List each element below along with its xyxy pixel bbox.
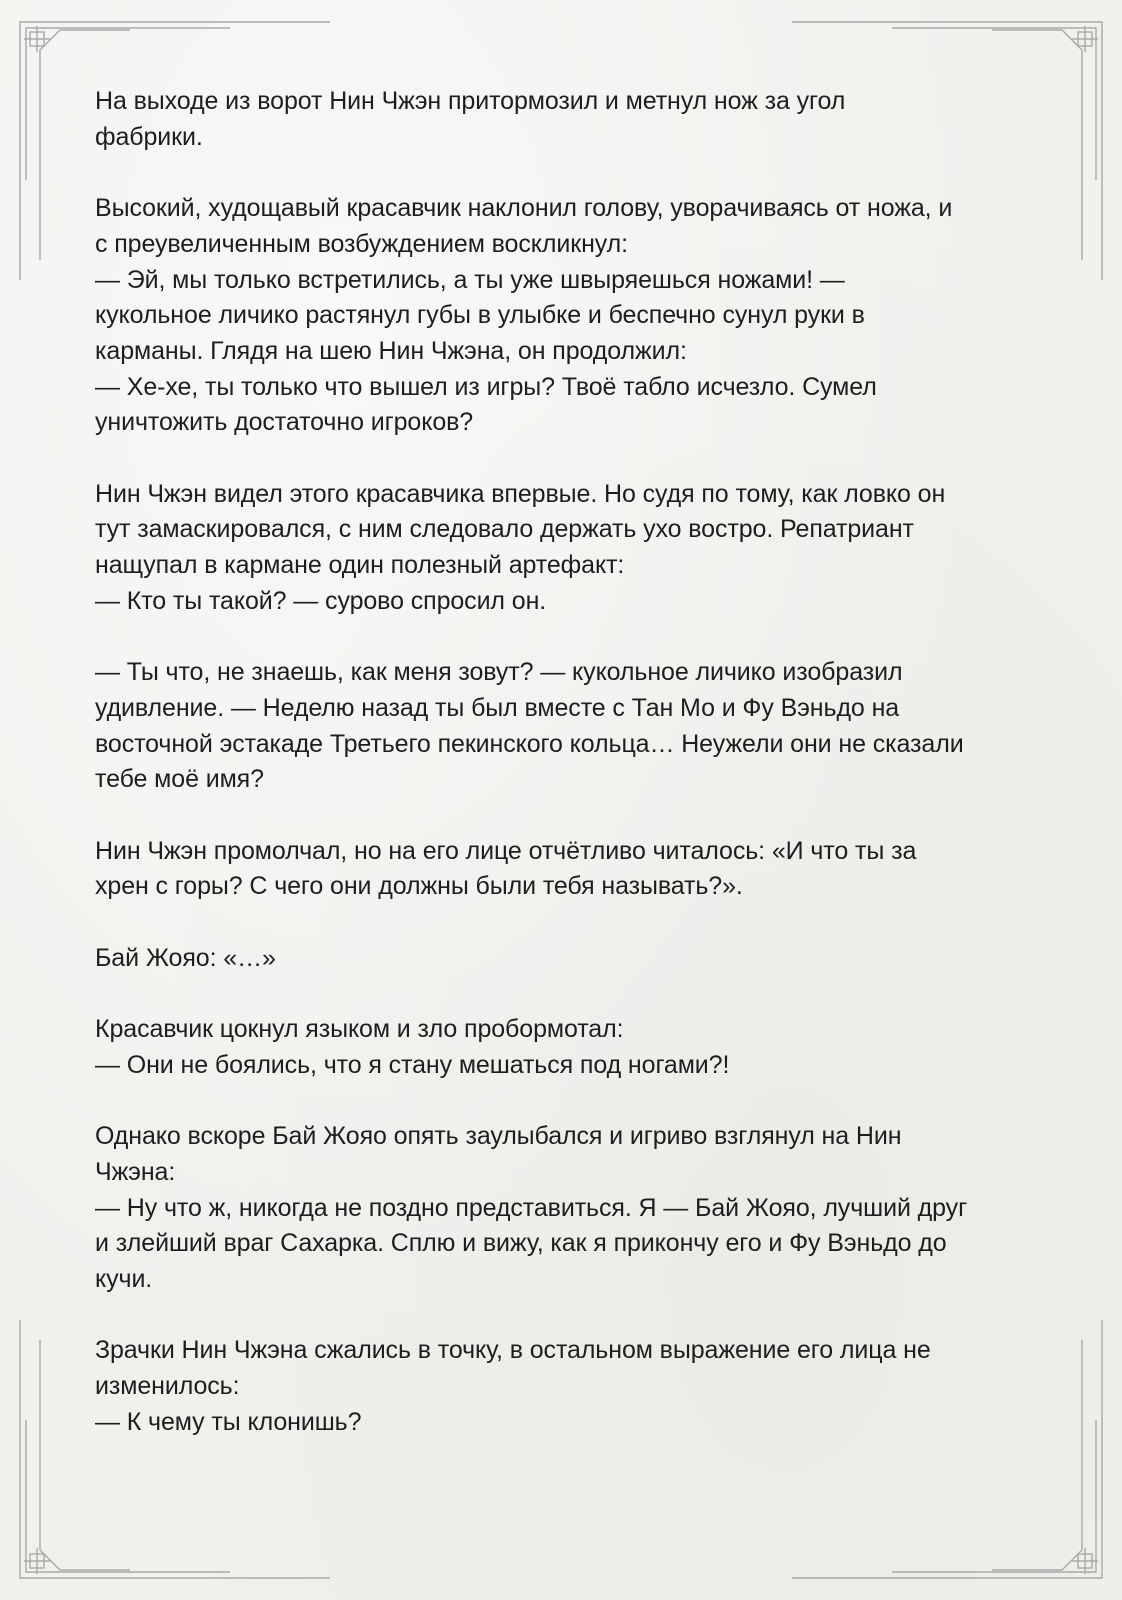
text-line: с преувеличенным возбуждением воскликнул: [95,229,628,258]
text-line: хрен с горы? С чего они должны были тебя называть?». [95,872,743,901]
text-line: Однако вскоре Бай Жояо опять заулыбался и игриво взглянул на Нин [95,1122,902,1151]
paragraph [95,941,1035,977]
text-line: Нин Чжэн промолчал, но на его лице отчётливо читалось: «И что ты за [95,836,917,865]
text-line: Высокий, худощавый красавчик наклонил голову, уворачиваясь от ножа, и [95,194,953,223]
text-line: — Они не боялись, что я стану мешаться под ногами?! [95,1050,730,1079]
text-line: нащупал в кармане один полезный артефакт: [95,551,625,580]
text-line: и злейший враг Сахарка. Сплю и вижу, как я прикончу его и Фу Вэньдо до [95,1229,947,1258]
text-line: карманы. Глядя на шею Нин Чжэна, он продолжил: [95,336,687,365]
paragraph [95,477,1035,620]
paragraph [95,1012,1035,1083]
paragraph [95,191,1035,441]
text-line: — Кто ты такой? — сурово спросил он. [95,586,547,615]
text-line: Бай Жояо: «…» [95,943,276,972]
text-line: изменилось: [95,1372,240,1401]
text-line: Красавчик цокнул языком и зло пробормотал: [95,1015,624,1044]
text-line: Зрачки Нин Чжэна сжались в точку, в остальном выражение его лица не [95,1336,931,1365]
text-line: — К чему ты клонишь? [95,1407,362,1436]
text-line: Нин Чжэн видел этого красавчика впервые. Но судя по тому, как ловко он [95,479,946,508]
document-body [95,84,1035,1476]
text-line: фабрики. [95,122,203,151]
text-line: восточной эстакаде Третьего пекинского кольца… Неужели они не сказали [95,729,964,758]
text-line: уничтожить достаточно игроков? [95,408,474,437]
text-line: — Хе-хе, ты только что вышел из игры? Твоё табло исчезло. Сумел [95,372,877,401]
text-line: — Ну что ж, никогда не поздно представиться. Я — Бай Жояо, лучший друг [95,1193,968,1222]
text-line: кучи. [95,1265,153,1294]
paragraph [95,834,1035,905]
text-line: тебе моё имя? [95,765,264,794]
paragraph [95,1119,1035,1298]
paragraph [95,1333,1035,1440]
text-line: — Ты что, не знаешь, как меня зовут? — кукольное личико изобразил [95,658,903,687]
text-line: На выходе из ворот Нин Чжэн притормозил и метнул нож за угол [95,87,846,115]
paragraph [95,84,1035,155]
text-line: тут замаскировался, с ним следовало держать ухо востро. Репатриант [95,515,914,544]
paragraph [95,655,1035,798]
text-line: кукольное личико растянул губы в улыбке и беспечно сунул руки в [95,301,865,330]
text-line: Чжэна: [95,1157,176,1186]
text-line: — Эй, мы только встретились, а ты уже швыряешься ножами! — [95,265,845,294]
text-line: удивление. — Неделю назад ты был вместе с Тан Мо и Фу Вэньдо на [95,693,900,722]
